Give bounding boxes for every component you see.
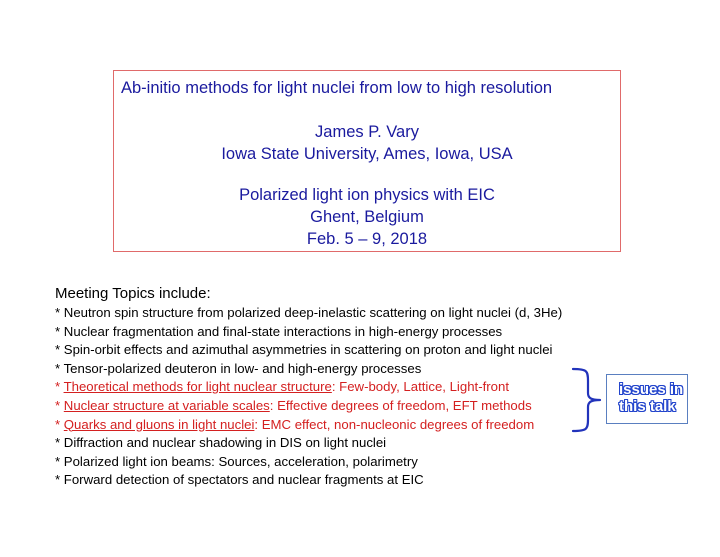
topic-item: * Nuclear fragmentation and final-state interactions in high-energy processes xyxy=(55,323,503,339)
topic-item: * Neutron spin structure from polarized deep-inelastic scattering on light nuclei (d, 3He) xyxy=(55,305,563,320)
meeting-topics xyxy=(55,284,562,490)
topic-item: * Diffraction and nuclear shadowing in DIS on light nuclei xyxy=(55,435,387,451)
topic-item: * Polarized light ion beams: Sources, acceleration, polarimetry xyxy=(55,453,418,469)
topic-item-highlighted: * Nuclear structure at variable scales: Effective degrees of freedom, EFT methods xyxy=(55,397,532,413)
topics-heading: Meeting Topics include: xyxy=(55,285,211,302)
title-box xyxy=(113,70,621,252)
right-brace-icon xyxy=(570,367,606,433)
topic-item: * Spin-orbit effects and azimuthal asymmetries in scattering on proton and light nuclei xyxy=(55,342,553,358)
issues-callout: issues in this talk xyxy=(606,374,688,424)
conference-location: Ghent, Belgium xyxy=(310,208,424,226)
topic-item-highlighted: * Quarks and gluons in light nuclei: EMC effect, non-nucleonic degrees of freedom xyxy=(55,416,535,432)
talk-title: Ab-initio methods for light nuclei from low to high resolution xyxy=(121,79,553,97)
speaker-affiliation: Iowa State University, Ames, Iowa, USA xyxy=(221,145,513,163)
speaker-name: James P. Vary xyxy=(315,123,419,141)
conference-dates: Feb. 5 – 9, 2018 xyxy=(306,230,428,248)
topic-item: * Tensor-polarized deuteron in low- and high-energy processes xyxy=(55,360,422,376)
conference-name: Polarized light ion physics with EIC xyxy=(239,186,495,204)
topic-item-highlighted: * Theoretical methods for light nuclear structure: Few-body, Lattice, Light-front xyxy=(55,379,509,395)
topic-item: * Forward detection of spectators and nuclear fragments at EIC xyxy=(55,472,424,488)
